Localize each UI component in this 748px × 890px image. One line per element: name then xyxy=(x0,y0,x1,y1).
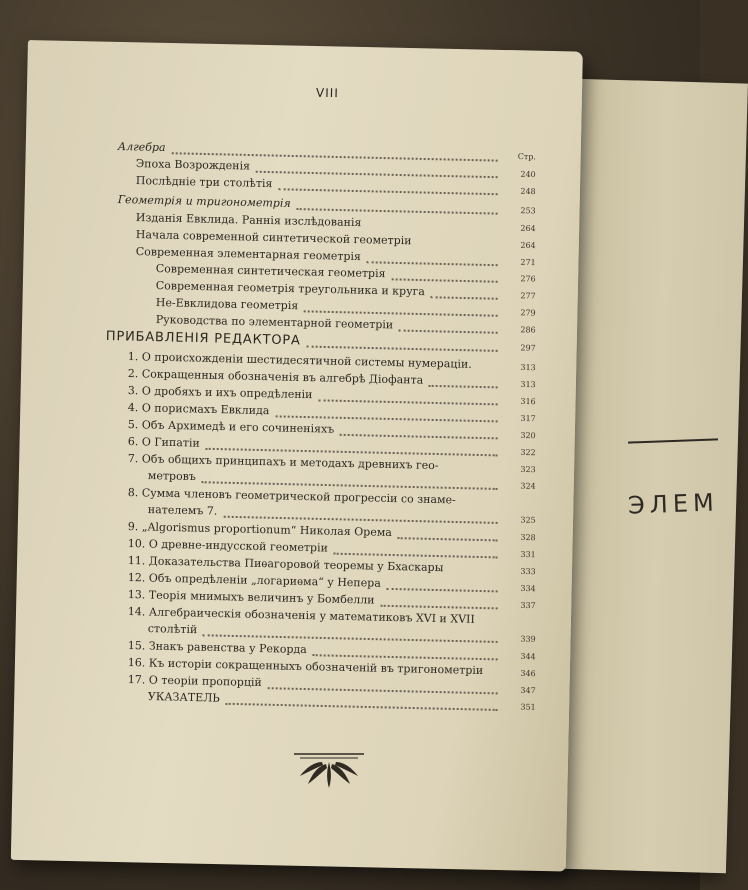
toc-entry-page: 248 xyxy=(520,186,536,197)
leader-dots xyxy=(431,296,498,300)
leader-dots xyxy=(313,654,498,660)
leader-dots xyxy=(334,553,498,559)
leader-dots xyxy=(392,278,498,282)
toc-entry-title: 6. О Гипатіи xyxy=(127,435,200,450)
toc-entry-page: 339 xyxy=(520,634,536,644)
toc-entry-page: 264 xyxy=(520,240,536,251)
toc-entry-page: 351 xyxy=(520,702,536,712)
toc-entry-page: 337 xyxy=(520,600,536,611)
toc-entry-page xyxy=(496,498,536,499)
leader-dots xyxy=(387,588,498,593)
toc-entry-page: 264 xyxy=(520,223,536,234)
toc-entry-title: 5. Объ Архимедѣ и его сочиненіяхъ xyxy=(127,418,335,436)
toc-entry-page: 313 xyxy=(520,362,536,373)
toc-entry-page: 323 xyxy=(520,464,536,475)
toc-entry-title: 17. О теоріи пропорцій xyxy=(127,673,262,690)
right-page-title: ЭЛЕМ xyxy=(627,488,720,520)
leader-dots xyxy=(297,208,498,215)
toc-entry-title: Начала современной синтетической геометріи xyxy=(135,228,412,248)
toc-entry-page: 325 xyxy=(520,515,536,525)
leader-dots xyxy=(340,434,498,440)
toc-entry-title: метровъ xyxy=(147,469,197,484)
toc-entry-title: нателемъ 7. xyxy=(147,503,218,518)
toc-entry-title: 7. Объ общихъ принципахъ и методахъ древнихъ гео- xyxy=(127,452,439,473)
toc-entry-title: Современная синтетическая геометрія xyxy=(155,262,386,281)
toc-entry-title: Современная элементарная геометрія xyxy=(135,245,362,264)
ornament-icon xyxy=(292,748,366,792)
toc-entry-title: 11. Доказательства Пиѳагоровой теоремы у Бхаскары xyxy=(127,554,444,575)
toc-entry-page: 331 xyxy=(520,549,536,560)
toc-entry-page: 322 xyxy=(520,447,536,458)
toc-entry-title: 13. Теорія мнимыхъ величинъ у Бомбелли xyxy=(127,588,375,607)
toc-entry-title: 3. О дробяхъ и ихъ опредѣленіи xyxy=(127,384,313,402)
leader-dots xyxy=(256,171,498,178)
toc-entry-page: 313 xyxy=(520,379,536,390)
toc-entry-page: 277 xyxy=(520,291,536,301)
toc-entry-title: Руководства по элементарной геометріи xyxy=(155,313,394,332)
page-column-label: Стр. xyxy=(517,152,537,162)
toc-entry-title: столѣтій xyxy=(147,622,198,637)
toc-entry-page: 324 xyxy=(520,481,536,491)
toc-entry-title: Послѣдніе три столѣтія xyxy=(135,174,273,191)
toc-entry-page: 328 xyxy=(520,532,536,543)
toc-entry-page: 333 xyxy=(520,566,536,577)
toc-entry-page: 346 xyxy=(520,668,536,679)
toc-entry-title: 16. Къ исторіи сокращенныхъ обозначеній въ тригонометріи xyxy=(127,656,484,678)
leader-dots xyxy=(226,703,498,711)
toc-entry-title: 12. Объ опредѣленіи „логариѳма“ у Непера xyxy=(127,571,381,590)
toc-entry-page: 279 xyxy=(520,308,536,318)
toc-entry-title: Современная геометрія треугольника и круга xyxy=(155,279,426,299)
toc-entry-title: Алгебра xyxy=(117,140,166,155)
toc-entry-title: Не-Евклидова геометрія xyxy=(155,296,299,313)
leader-dots xyxy=(319,399,498,405)
toc-entry-title: 1. О происхожденіи шестидесятичной системы нумераціи. xyxy=(127,350,472,371)
toc-entry-title: Эпоха Возрожденія xyxy=(135,157,251,173)
toc-entry-page: 344 xyxy=(520,651,536,662)
toc-entry-page: 276 xyxy=(520,274,536,284)
toc-entry-page: 347 xyxy=(520,685,536,696)
leader-dots xyxy=(399,330,498,334)
toc-entry-page: 286 xyxy=(520,325,536,335)
toc-entry-title: Геометрія и тригонометрія xyxy=(117,193,291,210)
toc-entry-title: 9. „Algorismus proportionum“ Николая Орема xyxy=(127,520,393,539)
toc-entry-title: Изданія Евклида. Раннія изслѣдованія xyxy=(135,211,362,230)
toc-entry-page xyxy=(496,617,536,618)
toc-entry-title: 14. Алгебраическія обозначенія у математиковъ XVI и XVII xyxy=(127,605,475,626)
toc-entry-page: 316 xyxy=(520,396,536,407)
leader-dots xyxy=(304,310,498,316)
toc-entry-title: 10. О древне-индусской геометріи xyxy=(127,537,329,555)
leader-dots xyxy=(367,261,498,266)
leader-dots xyxy=(429,385,498,389)
leader-dots xyxy=(381,605,498,610)
toc-entry-page: 253 xyxy=(520,206,536,216)
leader-dots xyxy=(307,346,498,352)
toc-entry-page: 334 xyxy=(520,583,536,594)
toc-entry-title: ПРИБАВЛЕНІЯ РЕДАКТОРА xyxy=(105,329,301,349)
toc-entry-title: УКАЗАТЕЛЬ xyxy=(147,690,220,705)
toc-entry-page: 317 xyxy=(520,413,536,424)
leader-dots xyxy=(279,188,498,195)
toc-entry-page: 320 xyxy=(520,430,536,441)
leader-dots xyxy=(398,537,498,541)
page-number: VIII xyxy=(315,85,339,101)
toc-entry-page: 240 xyxy=(520,169,536,180)
toc-entry-title: 4. О порисмахъ Евклида xyxy=(127,401,270,418)
toc-entry-page: 271 xyxy=(520,257,536,268)
toc-entry-page: 297 xyxy=(520,343,536,353)
toc-entry-title: 2. Сокращенныя обозначенія въ алгебрѣ Діофанта xyxy=(127,367,424,387)
toc-entry-title: 8. Сумма членовъ геометрической прогрессіи со знаме- xyxy=(127,486,456,507)
leader-dots xyxy=(268,687,498,694)
toc-entry-title: 15. Знакъ равенства у Рекорда xyxy=(127,639,307,657)
